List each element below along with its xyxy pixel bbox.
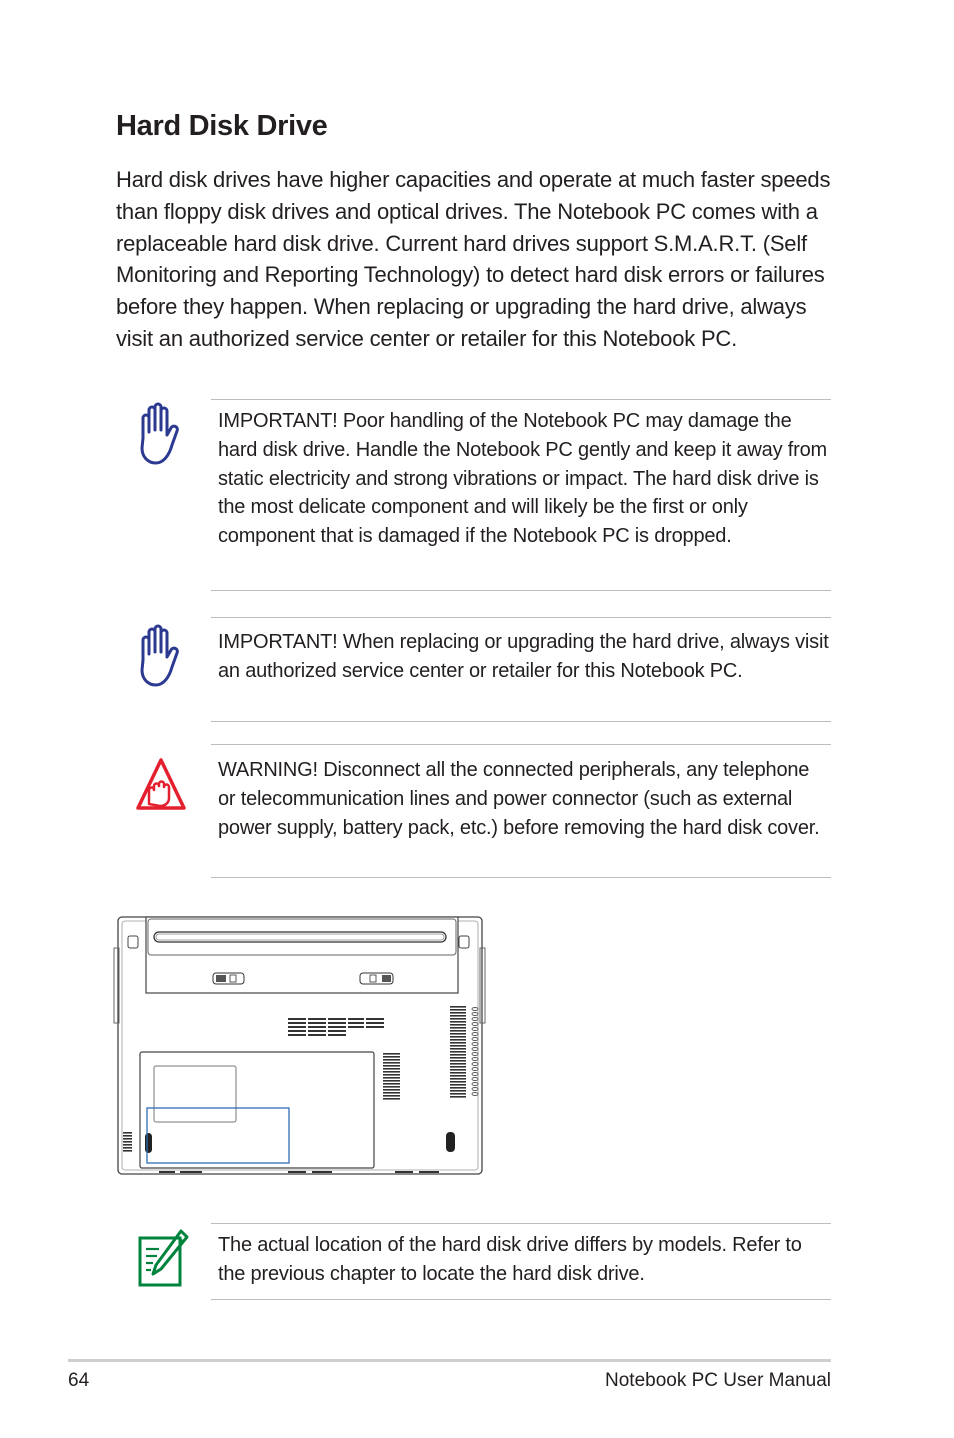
notice-text: The actual location of the hard disk drive differs by models. Refer to the previous chapter to locate the hard disk drive. bbox=[218, 1234, 802, 1285]
page-number: 64 bbox=[68, 1370, 90, 1391]
notebook-bottom-view-diagram bbox=[112, 910, 487, 1185]
page-title: Hard Disk Drive bbox=[116, 110, 328, 142]
footer-rule bbox=[68, 1359, 831, 1362]
note-notice bbox=[211, 1223, 831, 1300]
intro-paragraph: Hard disk drives have higher capacities and operate at much faster speeds than floppy disk drives and optical drives. The Notebook PC comes with a replaceable hard disk drive. Current hard drives support S.M.A.R.T. (Self Monitoring and Reporting Technology) to detect hard disk errors or failures before they happen. When replacing or upgrading the hard drive, always visit an authorized service center or retailer for this Notebook PC. bbox=[116, 167, 831, 351]
manual-title: Notebook PC User Manual bbox=[605, 1370, 831, 1391]
note-icon bbox=[137, 1229, 189, 1294]
important-notice-1 bbox=[211, 399, 831, 591]
warning-notice bbox=[211, 744, 831, 878]
notice-text: IMPORTANT! Poor handling of the Notebook PC may damage the hard disk drive. Handle the Notebook PC gently and keep it away from static electricity and strong vibrations or impact. The hard disk drive is the most delicate component and will likely be the first or only component that is damaged if the Notebook PC is dropped. bbox=[218, 410, 827, 548]
important-notice-2 bbox=[211, 617, 831, 722]
hand-icon bbox=[134, 402, 182, 473]
warning-icon bbox=[134, 756, 188, 821]
notice-text: WARNING! Disconnect all the connected peripherals, any telephone or telecommunication lines and power connector (such as external power supply, battery pack, etc.) before removing the hard disk cover. bbox=[218, 759, 820, 839]
notice-text: IMPORTANT! When replacing or upgrading the hard drive, always visit an authorized service center or retailer for this Notebook PC. bbox=[218, 631, 829, 682]
hand-icon bbox=[134, 624, 182, 695]
